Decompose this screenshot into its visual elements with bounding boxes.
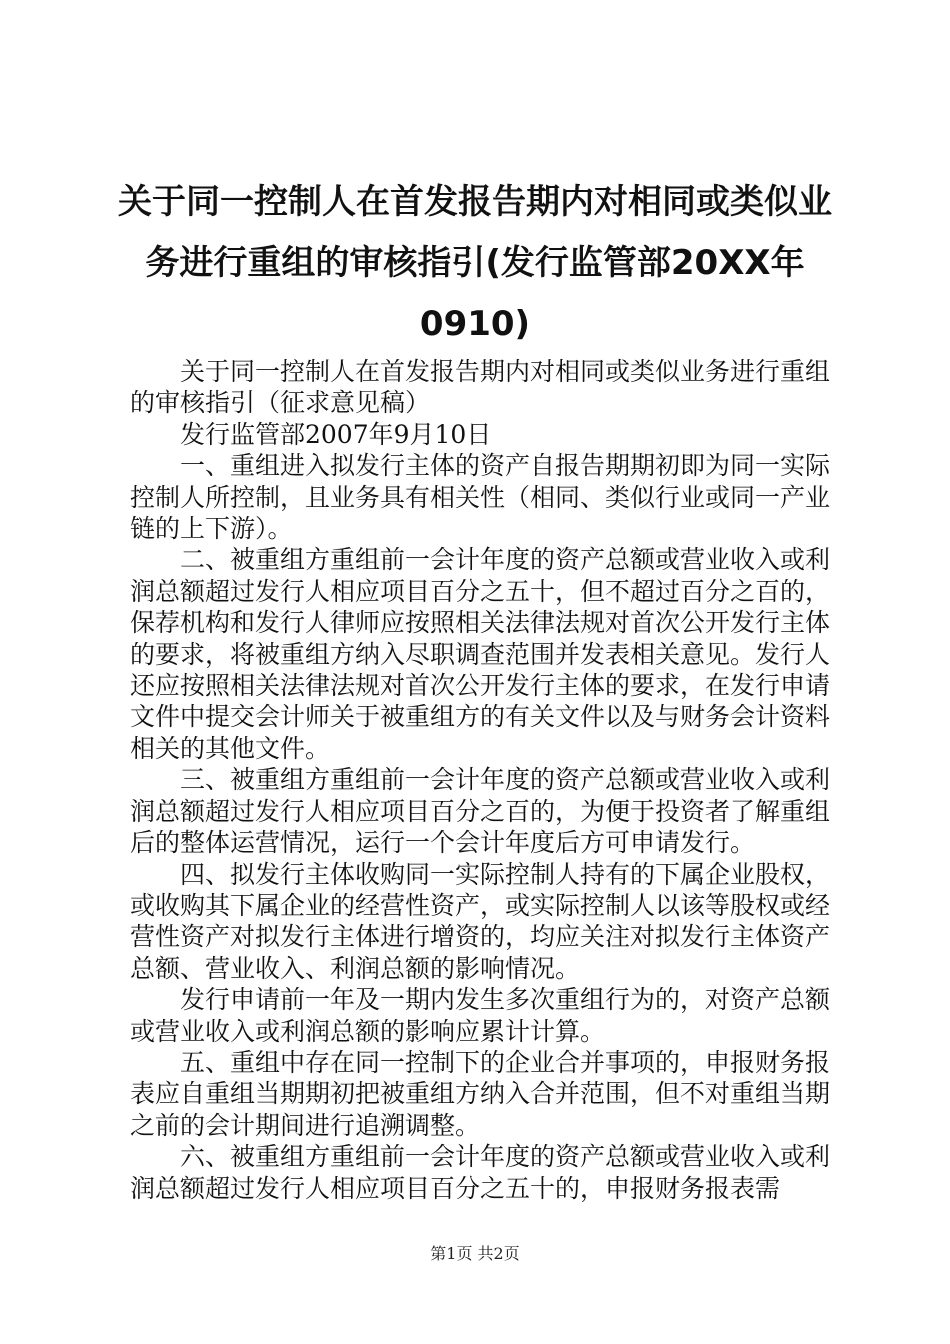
document-title: 关于同一控制人在首发报告期内对相同或类似业务进行重组的审核指引(发行监管部20XX年0910) <box>118 182 832 344</box>
paragraph: 一、重组进入拟发行主体的资产自报告期期初即为同一实际控制人所控制，且业务具有相关性（相同、类似行业或同一产业链的上下游）。 <box>130 451 831 544</box>
paragraph: 关于同一控制人在首发报告期内对相同或类似业务进行重组的审核指引（征求意见稿） <box>130 357 831 418</box>
paragraph: 四、拟发行主体收购同一实际控制人持有的下属企业股权，或收购其下属企业的经营性资产，或实际控制人以该等股权或经营性资产对拟发行主体进行增资的，均应关注对拟发行主体资产总额、营业收入、利润总额的影响情况。 <box>130 859 831 983</box>
paragraph: 二、被重组方重组前一会计年度的资产总额或营业收入或利润总额超过发行人相应项目百分之五十，但不超过百分之百的，保荐机构和发行人律师应按照相关法律法规对首次公开发行主体的要求，将被重组方纳入尽职调查范围并发表相关意见。发行人还应按照相关法律法规对首次公开发行主体的要求，在发行申请文件中提交会计师关于被重组方的有关文件以及与财务会计资料相关的其他文件。 <box>130 545 831 763</box>
paragraph: 发行申请前一年及一期内发生多次重组行为的，对资产总额或营业收入或利润总额的影响应累计计算。 <box>130 985 831 1046</box>
page-footer: 第1页 共2页 <box>430 1244 520 1263</box>
paragraph: 五、重组中存在同一控制下的企业合并事项的，申报财务报表应自重组当期期初把被重组方纳入合并范围，但不对重组当期之前的会计期间进行追溯调整。 <box>130 1047 831 1140</box>
paragraph: 六、被重组方重组前一会计年度的资产总额或营业收入或利润总额超过发行人相应项目百分之五十的，申报财务报表需 <box>130 1142 831 1203</box>
paragraph: 发行监管部2007年9月10日 <box>180 419 492 449</box>
document-body <box>130 356 830 1204</box>
paragraph: 三、被重组方重组前一会计年度的资产总额或营业收入或利润总额超过发行人相应项目百分之百的，为便于投资者了解重组后的整体运营情况，运行一个会计年度后方可申请发行。 <box>130 765 831 858</box>
